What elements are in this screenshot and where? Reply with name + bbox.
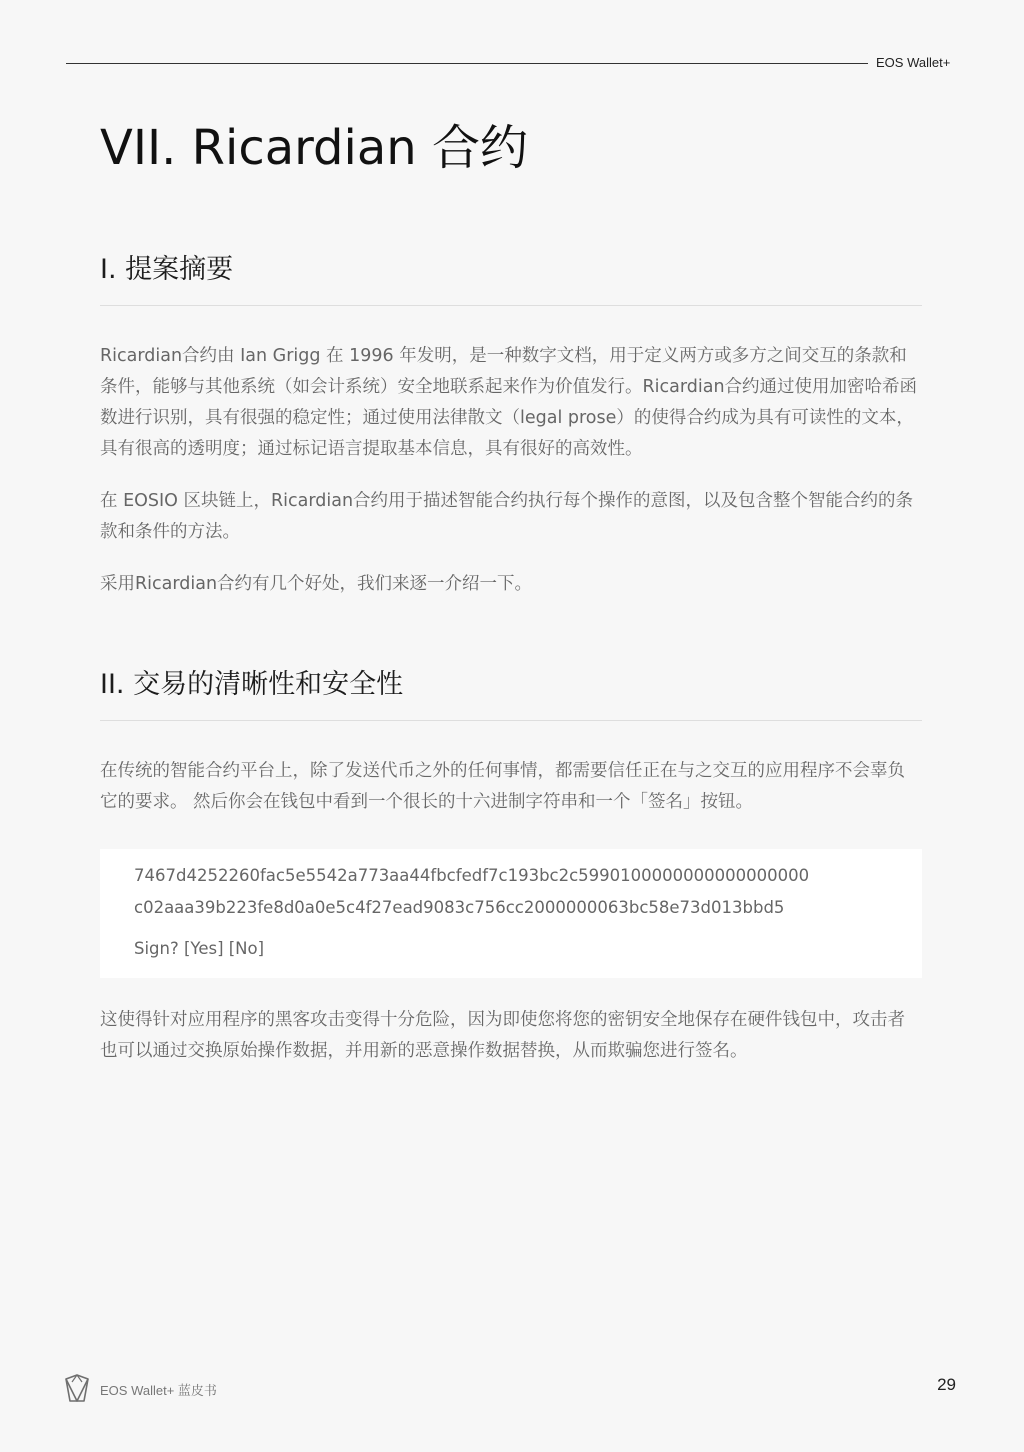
page-title: VII. Ricardian 合约 <box>100 120 528 176</box>
hex-string-line-2: c02aaa39b223fe8d0a0e5c4f27ead9083c756cc2000000063bc58e73d013bbd5 <box>134 898 785 917</box>
header-rule <box>66 63 868 64</box>
paragraph-eosio-usage: 在 EOSIO 区块链上，Ricardian合约用于描述智能合约执行每个操作的意图，以及包含整个智能合约的条款和条件的方法。 <box>100 491 914 542</box>
hex-signing-example <box>100 849 922 978</box>
page-number: 29 <box>937 1375 956 1394</box>
hex-string-line-1: 7467d4252260fac5e5542a773aa44fbcfedf7c193bc2c5990100000000000000000 <box>134 866 810 885</box>
section-title-transaction-clarity: II. 交易的清晰性和安全性 <box>100 669 404 700</box>
section-title-proposal-summary: I. 提案摘要 <box>100 254 234 285</box>
paragraph-ricardian-intro: Ricardian合约由 Ian Grigg 在 1996 年发明，是一种数字文档，用于定义两方或多方之间交互的条款和条件，能够与其他系统（如会计系统）安全地联系起来作为价值发行。Ricardian合约通过使用加密哈希函数进行识别，具有很强的稳定性；通过使用法律散文（legal prose）的使得合约成为具有可读性的文本，具有很高的透明度；通过标记语言提取基本信息，具有很好的高效性。 <box>100 346 918 459</box>
paragraph-benefits-intro: 采用Ricardian合约有几个好处，我们来逐一介绍一下。 <box>100 574 533 594</box>
paragraph-hacking-risk: 这使得针对应用程序的黑客攻击变得十分危险，因为即使您将您的密钥安全地保存在硬件钱包中，攻击者也可以通过交换原始操作数据，并用新的恶意操作数据替换，从而欺骗您进行签名。 <box>100 1010 905 1061</box>
eos-wallet-logo-icon <box>64 1374 90 1402</box>
section-divider <box>100 720 922 721</box>
header-brand: EOS Wallet+ <box>876 55 951 70</box>
sign-prompt: Sign? [Yes] [No] <box>134 939 265 958</box>
footer-brand: EOS Wallet+ 蓝皮书 <box>100 1383 217 1398</box>
section-divider <box>100 305 922 306</box>
paragraph-traditional-platforms: 在传统的智能合约平台上，除了发送代币之外的任何事情，都需要信任正在与之交互的应用程序不会辜负它的要求。 然后你会在钱包中看到一个很长的十六进制字符串和一个「签名」按钮。 <box>100 761 905 812</box>
